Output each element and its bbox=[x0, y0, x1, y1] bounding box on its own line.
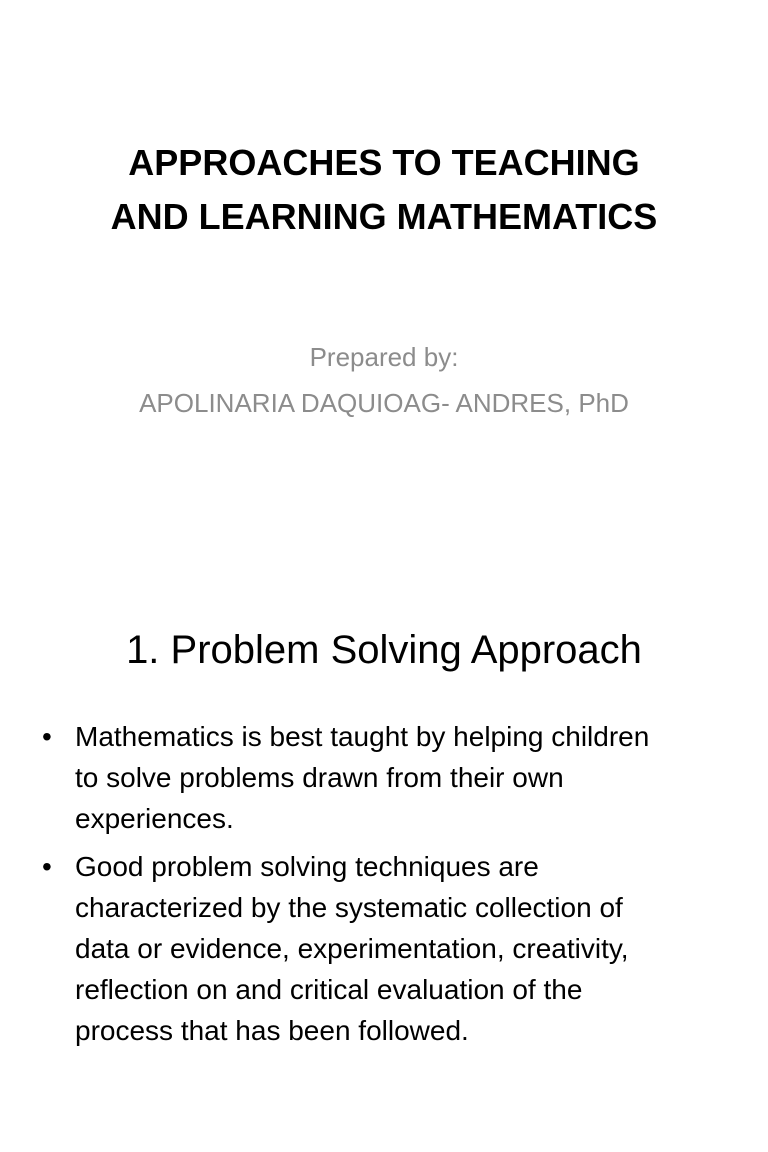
bullet-marker: • bbox=[42, 721, 52, 752]
bullet-item bbox=[40, 716, 740, 839]
bullet-item bbox=[40, 846, 740, 1051]
bullet-text-line: to solve problems drawn from their own bbox=[75, 762, 564, 793]
slide-title-line: AND LEARNING MATHEMATICS bbox=[110, 196, 658, 237]
bullet-text-line: reflection on and critical evaluation of the bbox=[75, 974, 583, 1005]
slide-subtitle bbox=[40, 334, 728, 426]
bullet-text-line: experiences. bbox=[75, 803, 234, 834]
slide-title bbox=[40, 136, 728, 244]
bullet-text-line: characterized by the systematic collection of bbox=[75, 892, 623, 923]
prepared-by-label: Prepared by: bbox=[309, 342, 459, 372]
slide-title-line: APPROACHES TO TEACHING bbox=[128, 142, 640, 183]
author-name: APOLINARIA DAQUIOAG- ANDRES, PhD bbox=[139, 388, 629, 418]
bullet-text-line: Mathematics is best taught by helping children bbox=[75, 721, 650, 752]
bullet-text-line: data or evidence, experimentation, creativity, bbox=[75, 933, 629, 964]
slide-heading: 1. Problem Solving Approach bbox=[126, 628, 642, 672]
bullet-text-line: process that has been followed. bbox=[75, 1015, 469, 1046]
bullet-marker: • bbox=[42, 851, 52, 882]
content-slide bbox=[0, 576, 768, 1152]
bullet-text-line: Good problem solving techniques are bbox=[75, 851, 539, 882]
bullet-list bbox=[40, 716, 740, 1058]
